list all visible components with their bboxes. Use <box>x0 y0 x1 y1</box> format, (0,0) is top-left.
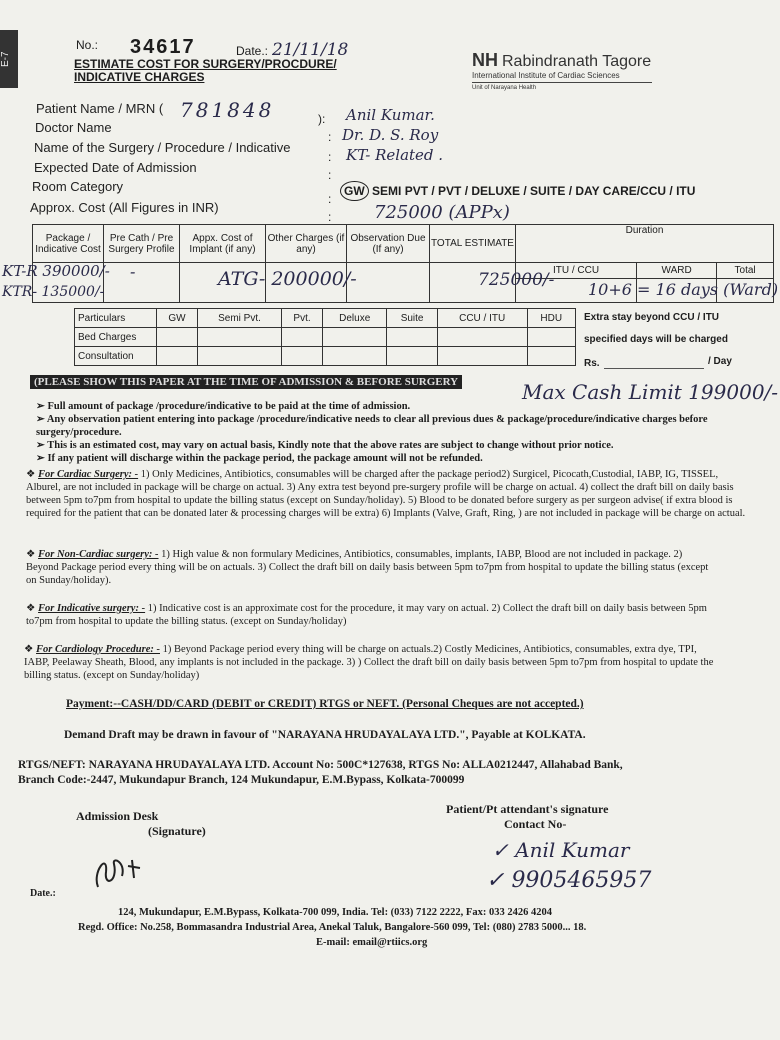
cardiology-procedure-section: ❖ For Cardiology Procedure: - 1) Beyond Package period every thing will be charge on actuals.2) Costly Medicines, Antibiotics, consumables, extra dye, TPI, IABP, Peelaway Sheath, Blood, any implants is not included in the package. 3) ) Collect the draft bill on daily basis between 5pm to7pm from hospital to update the billing status. (except on Sunday/holiday) <box>24 644 714 681</box>
room-col-gw: GW <box>157 309 198 328</box>
cardiology-text: 1) Beyond Package period every thing will be charge on actuals.2) Costly Medicines, Antibiotics, consumables, extra dye, TPI, IABP, Peelaway Sheath, Blood, any implants is not included in the package. 3) ) Collect the draft bill on daily basis between 5pm to7pm from hospital to update the billing status. (except on Sunday/holiday) <box>24 644 714 681</box>
surgery-name-value: KT- Related . <box>346 146 444 164</box>
bullet-list <box>36 400 736 465</box>
room-category-options <box>340 184 695 198</box>
room-col-suite: Suite <box>387 309 437 328</box>
title-line-1: ESTIMATE COST FOR SURGERY/PROCDURE/ <box>74 57 337 71</box>
demand-draft-note: Demand Draft may be drawn in favour of "NARAYANA HRUDAYALAYA LTD.", Payable at KOLKATA. <box>64 729 586 741</box>
attendant-signature-label: Patient/Pt attendant's signature <box>446 802 609 816</box>
col-implant: Appx. Cost of Implant (if any) <box>180 225 266 263</box>
contact-no-label: Contact No- <box>504 817 567 831</box>
duration-value: 10+6 = 16 days (Ward) <box>588 280 779 299</box>
admission-desk-label: Admission Desk <box>76 809 159 823</box>
col-other: Other Charges (if any) <box>266 225 347 263</box>
extra-stay-line-1: Extra stay beyond CCU / ITU <box>584 312 720 323</box>
total-estimate-value: 725000/- <box>478 270 555 290</box>
implant-cost: ATG- 200000/- <box>218 268 357 290</box>
date-bottom-label: Date.: <box>30 888 56 899</box>
extra-stay-line-2: specified days will be charged <box>584 334 728 345</box>
hospital-logo <box>472 50 672 91</box>
room-col-deluxe: Deluxe <box>323 309 387 328</box>
per-day-label: / Day <box>708 356 732 367</box>
col-ward: WARD <box>637 263 717 279</box>
number-label: No.: <box>76 38 99 52</box>
date-value: 21/11/18 <box>272 40 349 60</box>
col-itu-ccu: ITU / CCU <box>516 263 637 279</box>
attendant-name: ✓ Anil Kumar <box>492 838 630 862</box>
col-precath: Pre Cath / Pre Surgery Profile <box>104 225 180 263</box>
room-col-pvt: Pvt. <box>282 309 323 328</box>
bullet-item: ➢ Any observation patient entering into package /procedure/indicative needs to clear all previous dues & package/procedure/indicative charges before surgery/procedure. <box>36 414 708 438</box>
patient-name-label: Patient Name / MRN ( <box>36 101 164 116</box>
rtgs-line-1: RTGS/NEFT: NARAYANA HRUDAYALAYA LTD. Account No: 500C*127638, RTGS No: ALLA0212447, Allahabad Bank, <box>18 759 623 771</box>
indicative-text: 1) Indicative cost is an approximate cost for the procedure, it may vary on actual. 2) Collect the draft bill on daily basis between 5pm to7pm from hospital to update the billing status. (except on Sunday/holiday) <box>26 603 707 627</box>
room-col-semipvt: Semi Pvt. <box>197 309 281 328</box>
title-line-2: INDICATIVE CHARGES <box>74 70 205 84</box>
max-cash-limit: Max Cash Limit 199000/- <box>522 380 779 404</box>
cardiac-text: 1) Only Medicines, Antibiotics, consumables will be charged after the package period2) Surgicel, Picocath,Custodial, IABP, IG, TISSEL, Alburel, are not included in package will be charge on actual. 3) Any extra test beyond pre-surgery profile will be charge on actual. 4) collect the draft bill on daily basis between 5pm to7pm from hospital to update the billing status (except on Sunday/holiday). 5) Blood to be donated before surgery as per surgeon advise( if extra blood is required for the patient that can be donated later & processing charges will be extra) 6) Implants (Valve, Graft, Ring, ) are not included in package will be charge on actual. <box>26 469 746 519</box>
hospital-name: Rabindranath Tagore <box>502 53 652 70</box>
signature-label: (Signature) <box>148 824 206 838</box>
admission-desk-signature <box>88 842 158 894</box>
nh-logo-mark: NH <box>472 50 498 70</box>
admission-date-label: Expected Date of Admission <box>34 160 197 175</box>
room-category-selected: GW <box>340 181 369 201</box>
col-duration: Duration <box>516 225 774 263</box>
row-consultation: Consultation <box>75 347 157 366</box>
room-category-label: Room Category <box>32 179 124 194</box>
attendant-phone: ✓ 9905465957 <box>486 868 652 893</box>
footer-address: 124, Mukundapur, E.M.Bypass, Kolkata-700 099, India. Tel: (033) 7122 2222, Fax: 033 2426 4204 <box>118 907 552 918</box>
room-col-hdu: HDU <box>527 309 575 328</box>
indicative-surgery-section: ❖ For Indicative surgery: - 1) Indicative cost is an approximate cost for the procedure, it may vary on actual. 2) Collect the draft bill on daily basis between 5pm to7pm from hospital to update the billing status. (except on Sunday/holiday) <box>26 603 707 627</box>
noncardiac-surgery-section: ❖ For Non-Cardiac surgery: - 1) High value & non formulary Medicines, Antibiotics, consumables, implants, IABP, Blood are not included in package. 2) Beyond Package period every thing will be on actuals. 3) Collect the draft bill on daily basis between 5pm to7pm from hospital to update the billing status (except on Sunday/holiday). <box>26 549 709 586</box>
col-package: Package / Indicative Cost <box>33 225 104 263</box>
col-duration-total: Total <box>717 263 774 279</box>
bullet-item: ➢ If any patient will discharge within the package period, the package amount will not be refunded. <box>36 453 483 464</box>
package-cost-2: KTR- 135000/- <box>2 284 105 300</box>
noncardiac-text: 1) High value & non formulary Medicines, Antibiotics, consumables, implants, IABP, Blood are not included in package. 2) Beyond Package period every thing will be on actuals. 3) Collect the draft bill on daily basis between 5pm to7pm from hospital to update the billing status (except on Sunday/holiday). <box>26 549 709 586</box>
doctor-name-label: Doctor Name <box>35 120 112 135</box>
bullet-item: ➢ This is an estimated cost, may vary on actual basis, Kindly note that the above rates are subject to change without prior notice. <box>36 440 614 451</box>
room-charges-table <box>74 308 576 366</box>
footer-email: E-mail: email@rtiics.org <box>316 937 428 948</box>
row-bed-charges: Bed Charges <box>75 328 157 347</box>
patient-mrn: 781848 <box>180 98 275 122</box>
payment-methods: Payment:--CASH/DD/CARD (DEBIT or CREDIT) RTGS or NEFT. (Personal Cheques are not accepted.) <box>66 698 584 710</box>
noncardiac-title: For Non-Cardiac surgery: - <box>38 549 159 560</box>
hospital-subtitle: International Institute of Cardiac Sciences <box>472 71 620 80</box>
doctor-name-value: Dr. D. S. Roy <box>342 126 439 144</box>
precath-cost: - <box>130 262 136 281</box>
room-category-list: SEMI PVT / PVT / DELUXE / SUITE / DAY CARE/CCU / ITU <box>372 184 696 198</box>
approx-cost-label: Approx. Cost (All Figures in INR) <box>30 200 219 215</box>
col-observation: Observation Due (If any) <box>347 225 430 263</box>
room-col-particulars: Particulars <box>75 309 157 328</box>
footer-regd-office: Regd. Office: No.258, Bommasandra Industrial Area, Anekal Taluk, Bangalore-560 099, Tel: (080) 2783 5000... 18. <box>78 922 587 933</box>
form-title <box>74 58 337 84</box>
cardiac-title: For Cardiac Surgery: - <box>38 469 139 480</box>
cardiology-title: For Cardiology Procedure: - <box>36 644 160 655</box>
rtgs-line-2: Branch Code:-2447, Mukundapur Branch, 124 Mukundapur, E.M.Bypass, Kolkata-700099 <box>18 774 465 786</box>
form-number: 34617 <box>130 36 196 58</box>
patient-name-value: Anil Kumar. <box>346 106 435 124</box>
indicative-title: For Indicative surgery: - <box>38 603 146 614</box>
room-col-ccu: CCU / ITU <box>437 309 527 328</box>
rs-label: Rs. <box>584 358 600 369</box>
show-paper-notice: (PLEASE SHOW THIS PAPER AT THE TIME OF ADMISSION & BEFORE SURGERY <box>30 375 462 389</box>
surgery-name-label: Name of the Surgery / Procedure / Indicative <box>34 140 291 155</box>
package-cost-1: KT-R 390000/- <box>2 262 110 280</box>
hospital-unit: Unit of Narayana Health <box>472 85 537 91</box>
col-total: TOTAL ESTIMATE <box>430 225 516 263</box>
form-code-tab: E-7 <box>0 30 18 88</box>
cardiac-surgery-section: ❖ For Cardiac Surgery: - 1) Only Medicines, Antibiotics, consumables will be charged after the package period2) Surgicel, Picocath,Custodial, IABP, IG, TISSEL, Alburel, are not included in package will be charge on actual. 3) Any extra test beyond pre-surgery profile will be charge on actual. 4) collect the draft bill on daily basis between 5pm to7pm from hospital to update the billing status (except on Sunday/holiday). 5) Blood to be donated before surgery as per surgeon advise( if extra blood is required for the patient that can be donated later & processing charges will be extra) 6) Implants (Valve, Graft, Ring, ) are not included in package will be charge on actual. <box>26 469 746 519</box>
approx-cost-value: 725000 (APPx) <box>374 202 510 223</box>
estimate-form-page: E-7 No.: 34617 Date.: 21/11/18 ESTIMATE COST FOR SURGERY/PROCDURE/ INDICATIVE CHARGES NH Rabindranath Tagore International Institute of Cardiac Sciences Unit of Narayana Health Patient Name / MRN ( 781848 ): Anil Kumar. Doctor Name : Dr. D. S. Roy Name of the Surgery / Procedure / Indicative : KT- Related . Expected Date of Admission : Room Category Approx. Cost (All Figures in INR) : : GW SEMI PVT / PVT / DELUXE / SUITE / DAY CARE/CCU / ITU 725000 (APPx) Package / Indicative Cost Pre Cath / Pre Surgery Profile Appx. Cost of Implant (if any) Other Charges (if any) Observation Due (If any) TOTAL ESTIMATE Duration ITU / CCU WARD Total KT-R 390000/- KTR- 135000/- - ATG- 200000/- 725000/- 10+6 = 16 days (Ward) Particulars GW Semi Pvt. Pvt. Deluxe Suite CCU / ITU HDU Bed Charges Consultation Extra stay beyond CCU / ITU specified days will be charged Rs. / Day (PLEASE SHOW THIS PAPER AT THE TIME OF ADMISSION & BEFORE SURGERY Max Cash Limit 199000/- ➢ Full amount of package /procedure/indicative to be paid at the time of admission. ➢ Any observation patient entering into package /procedure/indicative needs to clear all previous dues & package/procedure/indicative charges before surgery/procedure. ➢ This is an estimated cost, may vary on actual basis, Kindly note that the above rates are subject to change without prior notice. ➢ If any patient will discharge within the package period, the package amount will not be refunded. ❖ For Cardiac Surgery: - 1) Only Medicines, Antibiotics, consumables will be charged after the package period2) Surgicel, Picocath,Custodial, IABP, IG, TISSEL, Alburel, are not included in package will be charge on actual. 3) Any extra test beyond pre-surgery profile will be charge on actual. 4) collect the draft bill on daily basis between 5pm to7pm from hospital to update the billing status (except on Sunday/holiday). 5) Blood to be donated before surgery as per surgeon advise( if extra blood is required for the patient that can be donated later & processing charges will be extra) 6) Implants (Valve, Graft, Ring, ) are not included in package will be charge on actual. ❖ For Non-Cardiac surgery: - 1) High value & non formulary Medicines, Antibiotics, consumables, implants, IABP, Blood are not included in package. 2) Beyond Package period every thing will be on actuals. 3) Collect the draft bill on daily basis between 5pm to7pm from hospital to update the billing status (except on Sunday/holiday). ❖ For Indicative surgery: - 1) Indicative cost is an approximate cost for the procedure, it may vary on actual. 2) Collect the draft bill on daily basis between 5pm to7pm from hospital to update the billing status. (except on Sunday/holiday) ❖ For Cardiology Procedure: - 1) Beyond Package period every thing will be charge on actuals.2) Costly Medicines, Antibiotics, consumables, extra dye, TPI, IABP, Peelaway Sheath, Blood, any implants is not included in the package. 3) ) Collect the draft bill on daily basis between 5pm to7pm from hospital to update the billing status. (except on Sunday/holiday) Payment:--CASH/DD/CARD (DEBIT or CREDIT) RTGS or NEFT. (Personal Cheques are not accepted.) Demand Draft may be drawn in favour of "NARAYANA HRUDAYALAYA LTD.", Payable at KOLKATA. RTGS/NEFT: NARAYANA HRUDAYALAYA LTD. Account No: 500C*127638, RTGS No: ALLA0212447, Allahabad Bank, Branch Code:-2447, Mukundapur Branch, 124 Mukundapur, E.M.Bypass, Kolkata-700099 Admission Desk (Signature) Patient/Pt attendant's signature Contact No- ✓ Anil Kumar ✓ 9905465957 Date.: 124, Mukundapur, E.M.Bypass, Kolkata-700 099, India. Tel: (033) 7122 2222, Fax: 033 2426 4204 Regd. Office: No.258, Bommasandra Industrial Area, Anekal Taluk, Bangalore-560 099, Tel: (080) 2783 5000... 18. E-mail: email@rtiics.org <box>0 0 780 1040</box>
bullet-item: ➢ Full amount of package /procedure/indicative to be paid at the time of admission. <box>36 401 411 412</box>
date-label: Date.: <box>236 44 269 58</box>
